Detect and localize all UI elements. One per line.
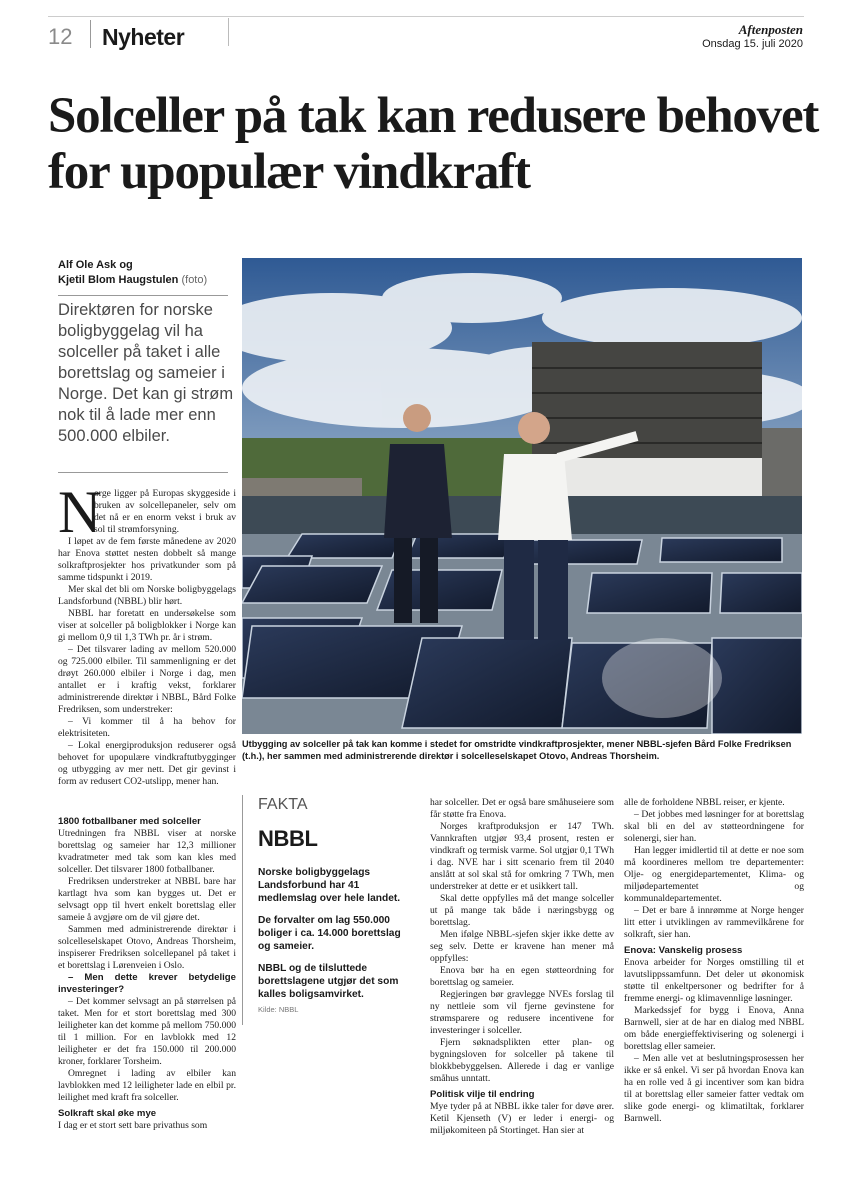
paragraph: Utredningen fra NBBL viser at norske borettslag og sameier har 12,3 millioner kvadratmeter med tak som kan kles med solceller. Det tilsvarer 1800 fotballbaner.	[58, 828, 236, 875]
paragraph: – Det er bare å innrømme at Norge henger litt etter i utviklingen av rammevilkårene for solkraft, sier han.	[624, 905, 804, 940]
paragraph: – Det jobbes med løsninger for at borettslag skal bli en del av støtteordningene for solenergi, sier han.	[624, 809, 804, 844]
drop-cap: N	[58, 479, 102, 545]
subheading: 1800 fotballbaner med solceller	[58, 816, 201, 827]
list-item: Regjeringen bør gravlegge NVEs forslag til ny nettleie som vil fjerne gevinstene for strømsparere og redusere incentivene for investeringer i solceller.	[430, 989, 614, 1036]
photo-caption: Utbygging av solceller på tak kan komme i stedet for omstridte vindkraftprosjekter, mener NBBL-sjefen Bård Folke Fredriksen (t.h.), her sammen med administrerende direktør i solcelleselskapet Otovo, Andreas Thorsheim.	[242, 739, 792, 761]
paragraph: alle de forholdene NBBL reiser, er kjente.	[624, 797, 785, 808]
fakta-label: FAKTA	[258, 796, 308, 813]
subheading: Politisk vilje til endring	[430, 1089, 535, 1100]
question: – Men dette krever betydelige investeringer?	[58, 972, 236, 995]
fakta-title: NBBL	[258, 826, 318, 851]
paragraph: – Det tilsvarer lading av mellom 520.000 og 725.000 elbiler. Til sammenligning er det drøyt 260.000 elbiler i Norge i dag, men antallet er i kraftig vekst, forklarer administrerende direktør i NBBL, Bård Folke Fredriksen, som understreker:	[58, 644, 236, 715]
ingress: Direktøren for norske boligbyggelag vil ha solceller på taket i alle borettslag og sameier i Norge. Det kan gi strøm nok til å lade mer enn 500.000 elbiler.	[58, 301, 234, 445]
paragraph: – Det kommer selvsagt an på størrelsen på taket. Men for et stort borettslag med 300 leiligheter kan det komme på mellom 750.000 til 1 million. For en lavblokk med 12 leiligheter er det fra 150.000 til 200.000 kroner, forklarer Torsheim.	[58, 996, 236, 1067]
page-number: 12	[48, 24, 73, 49]
byline	[58, 258, 238, 288]
fakta-paragraph: NBBL og de tilsluttede borettslagene utgjør det som kalles boligsamvirket.	[258, 963, 399, 1000]
subheading: Enova: Vanskelig prosess	[624, 945, 743, 956]
section-title: Nyheter	[102, 24, 185, 50]
fakta-paragraph: Norske boligbyggelags Landsforbund har 41 medlemslag over hele landet.	[258, 867, 401, 904]
paragraph: Enova arbeider for Norges omstilling til et lavutslippssamfunn. Det deler ut økonomisk støtte til enkeltpersoner og bedrifter for å fremme energi- og klimavennlige løsninger.	[624, 957, 804, 1004]
byline-photographer: Kjetil Blom Haugstulen (foto)	[58, 274, 208, 286]
paragraph: orge ligger på Europas skyggeside i bruken av solcellepaneler, selv om det nå er en enorm vekst i bruk av sol til strømforsyning.	[94, 488, 236, 535]
fakta-source: Kilde: NBBL	[258, 1005, 299, 1014]
paragraph: Fredriksen understreker at NBBL bare har kartlagt hva som kan bygges ut. Det er selvsagt opp til hvert enkelt borettslag eller sameie å avgjøre om de vil gjøre det.	[58, 876, 236, 923]
paragraph: Norges kraftproduksjon er 147 TWh. Vannkraften utgjør 93,4 prosent, resten er vindkraft og termisk varme. Sol utgjør 0,1 TWh i dag. NVE har i sitt scenario frem til 2040 anslått at sol skal stå for omkring 7 TWh, men understreker at dette er et usikkert tall.	[430, 821, 614, 892]
office-building	[532, 342, 802, 498]
body-column-3	[430, 797, 614, 1137]
fakta-paragraph: De forvalter om lag 550.000 boliger i ca. 14.000 borettslag og sameier.	[258, 915, 401, 952]
byline-author: Alf Ole Ask og	[58, 259, 133, 271]
top-rule	[48, 16, 804, 17]
subheading: Solkraft skal øke mye	[58, 1108, 157, 1119]
paragraph: Sammen med administrerende direktør i solcelleselskapet Otovo, Andreas Thorsheim, inspiserer Fredriksen solcellepanel på taket i et borettslag i Lørenveien i Oslo.	[58, 924, 236, 971]
section-divider	[228, 18, 229, 46]
headline: Solceller på tak kan redusere behovet for upopulær vindkraft	[48, 88, 819, 200]
body-column-1-continued	[58, 812, 236, 1132]
ingress-rule	[58, 472, 228, 473]
paragraph: Mer skal det bli om Norske boligbyggelags Landsforbund (NBBL) blir hørt.	[58, 584, 236, 607]
publication-logo: Aftenposten	[738, 22, 803, 37]
paragraph: Han legger imidlertid til at dette er noe som må koordineres mellom tre departementer: Olje- og energidepartementet, Klima- og miljødepartementet og kommunaldepartementet.	[624, 845, 804, 904]
list-item: Enova bør ha en egen støtteordning for borettslag og sameier.	[430, 965, 614, 988]
paragraph: Mye tyder på at NBBL ikke taler for døve ører. Ketil Kjenseth (V) er leder i energi- og miljøkomiteen på Stortinget. Han sier at	[430, 1101, 614, 1136]
paragraph: Skal dette oppfylles må det mange solceller ut på mange tak både i næringsbygg og borettslag.	[430, 893, 614, 928]
sun-glare	[602, 638, 722, 718]
body-column-1	[58, 488, 236, 788]
paragraph: Markedssjef for bygg i Enova, Anna Barnwell, sier at de har en dialog med NBBL om både energieffektivisering og solenergi i borettslag eller sameier.	[624, 1005, 804, 1052]
paragraph: Omregnet i lading av elbiler kan lavblokken med 12 leiligheter lade en elbil pr. leilighet med kraft fra solceller.	[58, 1068, 236, 1103]
section-divider	[90, 20, 91, 48]
fakta-rule	[242, 795, 243, 1025]
body-column-4	[624, 797, 804, 1125]
rooftop-solar-photo	[242, 258, 802, 734]
paragraph: – Men alle vet at beslutningsprosessen her ikke er så enkel. Vi ser på hvordan Enova kan ha en rolle ved å gi incentiver som kan bidra til at borettslag eller sameier fatter vedtak om slike gode energi- og klimatiltak, forklarer Barnwell.	[624, 1053, 804, 1124]
paragraph: – Vi kommer til å ha behov for elektrisiteten.	[58, 716, 236, 739]
paragraph: NBBL har foretatt en undersøkelse som viser at solceller på boligblokker i Norge kan gi mellom 0,9 til 1,3 TWh pr. år i strøm.	[58, 608, 236, 643]
ingress-rule	[58, 295, 228, 296]
paragraph: I dag er et stort sett bare privathus som	[58, 1120, 208, 1131]
article-photo	[242, 258, 802, 734]
paragraph: har solceller. Det er også bare småhuseiere som får støtte fra Enova.	[430, 797, 614, 820]
list-item: Fjern søknadsplikten etter plan- og bygningsloven for solceller på takene til blokkbebyggelsen. Allerede i dag er vanlige småhus unntatt.	[430, 1037, 614, 1084]
paragraph: – Lokal energiproduksjon reduserer også behovet for upopulære vindkraftutbygginger og utbygging av mer nett. Det gir gevinst i form av redusert CO2-utslipp, mener han.	[58, 740, 236, 787]
paragraph: Men ifølge NBBL-sjefen skjer ikke dette av seg selv. Dette er kravene han mener må oppfylles:	[430, 929, 614, 964]
paragraph: I løpet av de fem første månedene av 2020 har Enova støttet nesten dobbelt så mange solkraftprosjekter hos privatkunder som på samme tidspunkt i 2019.	[58, 536, 236, 583]
issue-date: Onsdag 15. juli 2020	[702, 38, 803, 50]
